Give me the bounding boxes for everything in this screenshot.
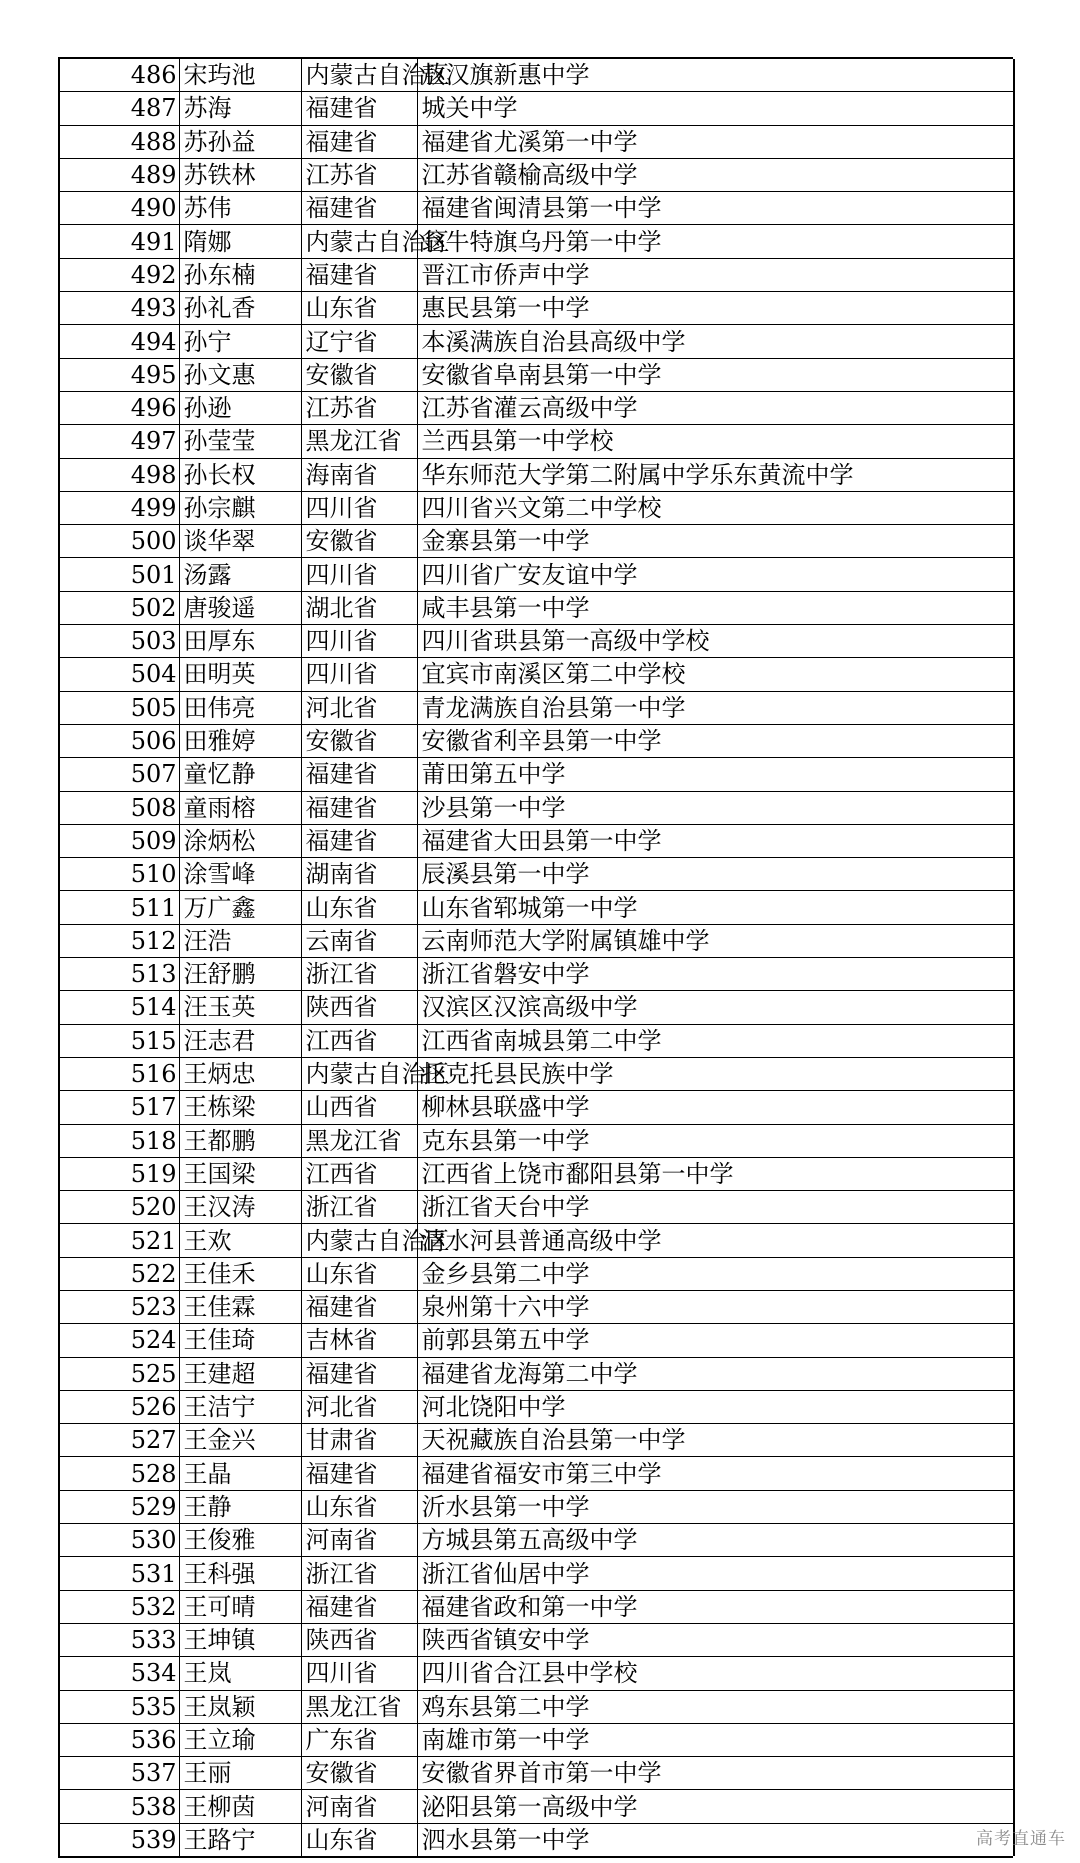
row-number: 523 — [59, 1290, 179, 1323]
row-number: 503 — [59, 625, 179, 658]
province: 山西省 — [301, 1091, 417, 1124]
student-name: 王岚 — [179, 1657, 301, 1690]
school-name: 翁牛特旗乌丹第一中学 — [417, 225, 1014, 258]
province: 江西省 — [301, 1024, 417, 1057]
watermark: 高考直通车 — [976, 1829, 1066, 1849]
row-number: 537 — [59, 1757, 179, 1790]
student-name: 王岚颖 — [179, 1690, 301, 1723]
row-number: 495 — [59, 358, 179, 391]
province: 甘肃省 — [301, 1424, 417, 1457]
school-name: 江苏省赣榆高级中学 — [417, 158, 1014, 191]
student-name: 孙宗麒 — [179, 491, 301, 524]
table-row — [59, 1424, 1014, 1457]
province: 海南省 — [301, 458, 417, 491]
school-name: 云南师范大学附属镇雄中学 — [417, 924, 1014, 957]
student-name: 涂雪峰 — [179, 858, 301, 891]
student-name: 万广鑫 — [179, 891, 301, 924]
row-number: 491 — [59, 225, 179, 258]
table-row — [59, 1024, 1014, 1057]
student-name: 涂炳松 — [179, 824, 301, 857]
school-name: 泌阳县第一高级中学 — [417, 1790, 1014, 1823]
table-row — [59, 691, 1014, 724]
student-name: 汪玉英 — [179, 991, 301, 1024]
province: 浙江省 — [301, 958, 417, 991]
school-name: 福建省尤溪第一中学 — [417, 125, 1014, 158]
school-name: 安徽省利辛县第一中学 — [417, 724, 1014, 757]
table-row — [59, 1790, 1014, 1823]
province: 福建省 — [301, 1457, 417, 1490]
school-name: 汉滨区汉滨高级中学 — [417, 991, 1014, 1024]
province: 河北省 — [301, 691, 417, 724]
student-name: 王静 — [179, 1490, 301, 1523]
row-number: 493 — [59, 292, 179, 325]
table-row — [59, 924, 1014, 957]
student-name: 王佳禾 — [179, 1257, 301, 1290]
school-name: 山东省郓城第一中学 — [417, 891, 1014, 924]
row-number: 502 — [59, 591, 179, 624]
province: 福建省 — [301, 92, 417, 125]
student-name: 王路宁 — [179, 1823, 301, 1856]
student-name: 王可晴 — [179, 1590, 301, 1623]
province: 陕西省 — [301, 991, 417, 1024]
province: 河南省 — [301, 1524, 417, 1557]
row-number: 530 — [59, 1524, 179, 1557]
table-row — [59, 1524, 1014, 1557]
school-name: 沙县第一中学 — [417, 791, 1014, 824]
row-number: 519 — [59, 1157, 179, 1190]
school-name: 天祝藏族自治县第一中学 — [417, 1424, 1014, 1457]
school-name: 托克托县民族中学 — [417, 1057, 1014, 1090]
row-number: 532 — [59, 1590, 179, 1623]
student-name: 汪志君 — [179, 1024, 301, 1057]
province: 黑龙江省 — [301, 425, 417, 458]
table-row — [59, 292, 1014, 325]
student-name: 宋玙池 — [179, 59, 301, 92]
school-name: 辰溪县第一中学 — [417, 858, 1014, 891]
student-name: 王金兴 — [179, 1424, 301, 1457]
province: 湖南省 — [301, 858, 417, 891]
student-name: 王栋梁 — [179, 1091, 301, 1124]
province: 浙江省 — [301, 1191, 417, 1224]
province: 福建省 — [301, 1357, 417, 1390]
row-number: 506 — [59, 724, 179, 757]
row-number: 497 — [59, 425, 179, 458]
table-row — [59, 358, 1014, 391]
table-row — [59, 625, 1014, 658]
province: 河北省 — [301, 1390, 417, 1423]
student-name: 孙莹莹 — [179, 425, 301, 458]
province: 河南省 — [301, 1790, 417, 1823]
table-row — [59, 1557, 1014, 1590]
student-name: 谈华翠 — [179, 525, 301, 558]
school-name: 沂水县第一中学 — [417, 1490, 1014, 1523]
province: 山东省 — [301, 891, 417, 924]
table-row — [59, 325, 1014, 358]
school-name: 华东师范大学第二附属中学乐东黄流中学 — [417, 458, 1014, 491]
school-name: 克东县第一中学 — [417, 1124, 1014, 1157]
school-name: 陕西省镇安中学 — [417, 1623, 1014, 1656]
school-name: 莆田第五中学 — [417, 758, 1014, 791]
student-name: 王佳霖 — [179, 1290, 301, 1323]
province: 安徽省 — [301, 724, 417, 757]
row-number: 500 — [59, 525, 179, 558]
province: 浙江省 — [301, 1557, 417, 1590]
table-row — [59, 1657, 1014, 1690]
province: 广东省 — [301, 1723, 417, 1756]
school-name: 金寨县第一中学 — [417, 525, 1014, 558]
row-number: 522 — [59, 1257, 179, 1290]
table-row — [59, 724, 1014, 757]
row-number: 501 — [59, 558, 179, 591]
row-number: 488 — [59, 125, 179, 158]
province: 福建省 — [301, 125, 417, 158]
table-row — [59, 425, 1014, 458]
school-name: 城关中学 — [417, 92, 1014, 125]
school-name: 福建省龙海第二中学 — [417, 1357, 1014, 1390]
student-name: 王建超 — [179, 1357, 301, 1390]
table-row — [59, 824, 1014, 857]
school-name: 方城县第五高级中学 — [417, 1524, 1014, 1557]
student-name: 孙长权 — [179, 458, 301, 491]
student-name: 田雅婷 — [179, 724, 301, 757]
province: 山东省 — [301, 1823, 417, 1856]
student-name: 王汉涛 — [179, 1191, 301, 1224]
province: 湖北省 — [301, 591, 417, 624]
table-row — [59, 658, 1014, 691]
school-name: 安徽省界首市第一中学 — [417, 1757, 1014, 1790]
table-row — [59, 1757, 1014, 1790]
row-number: 516 — [59, 1057, 179, 1090]
row-number: 494 — [59, 325, 179, 358]
school-name: 福建省政和第一中学 — [417, 1590, 1014, 1623]
school-name: 福建省福安市第三中学 — [417, 1457, 1014, 1490]
school-name: 兰西县第一中学校 — [417, 425, 1014, 458]
table-row — [59, 1490, 1014, 1523]
row-number: 515 — [59, 1024, 179, 1057]
school-name: 鸡东县第二中学 — [417, 1690, 1014, 1723]
school-name: 四川省兴文第二中学校 — [417, 491, 1014, 524]
student-name: 苏海 — [179, 92, 301, 125]
student-name: 苏伟 — [179, 192, 301, 225]
row-number: 538 — [59, 1790, 179, 1823]
row-number: 498 — [59, 458, 179, 491]
table-row — [59, 858, 1014, 891]
student-name: 王科强 — [179, 1557, 301, 1590]
province: 四川省 — [301, 658, 417, 691]
school-name: 本溪满族自治县高级中学 — [417, 325, 1014, 358]
table-row — [59, 391, 1014, 424]
student-name: 孙逊 — [179, 391, 301, 424]
student-name: 孙宁 — [179, 325, 301, 358]
row-number: 529 — [59, 1490, 179, 1523]
province: 福建省 — [301, 758, 417, 791]
table-row — [59, 1157, 1014, 1190]
province: 福建省 — [301, 258, 417, 291]
province: 山东省 — [301, 1257, 417, 1290]
table-row — [59, 558, 1014, 591]
student-name: 孙礼香 — [179, 292, 301, 325]
table-row — [59, 1057, 1014, 1090]
row-number: 489 — [59, 158, 179, 191]
school-name: 宜宾市南溪区第二中学校 — [417, 658, 1014, 691]
student-name: 隋娜 — [179, 225, 301, 258]
row-number: 536 — [59, 1723, 179, 1756]
school-name: 泉州第十六中学 — [417, 1290, 1014, 1323]
table-row — [59, 125, 1014, 158]
province: 江苏省 — [301, 391, 417, 424]
row-number: 518 — [59, 1124, 179, 1157]
table-row — [59, 1124, 1014, 1157]
table-row — [59, 991, 1014, 1024]
row-number: 527 — [59, 1424, 179, 1457]
school-name: 南雄市第一中学 — [417, 1723, 1014, 1756]
school-name: 江西省南城县第二中学 — [417, 1024, 1014, 1057]
row-number: 512 — [59, 924, 179, 957]
school-name: 金乡县第二中学 — [417, 1257, 1014, 1290]
student-name: 童忆静 — [179, 758, 301, 791]
table-row — [59, 1723, 1014, 1756]
student-name: 童雨榕 — [179, 791, 301, 824]
student-name: 王炳忠 — [179, 1057, 301, 1090]
school-name: 江西省上饶市鄱阳县第一中学 — [417, 1157, 1014, 1190]
table-row — [59, 158, 1014, 191]
row-number: 490 — [59, 192, 179, 225]
student-name: 唐骏遥 — [179, 591, 301, 624]
table-row — [59, 1390, 1014, 1423]
row-number: 486 — [59, 59, 179, 92]
table-row — [59, 258, 1014, 291]
province: 安徽省 — [301, 358, 417, 391]
table-row — [59, 1224, 1014, 1257]
row-number: 534 — [59, 1657, 179, 1690]
row-number: 499 — [59, 491, 179, 524]
row-number: 505 — [59, 691, 179, 724]
province: 山东省 — [301, 292, 417, 325]
province: 内蒙古自治区 — [301, 225, 417, 258]
student-name: 王国梁 — [179, 1157, 301, 1190]
row-number: 526 — [59, 1390, 179, 1423]
table-row — [59, 1457, 1014, 1490]
table-row — [59, 758, 1014, 791]
school-name: 敖汉旗新惠中学 — [417, 59, 1014, 92]
province: 福建省 — [301, 1590, 417, 1623]
province: 江西省 — [301, 1157, 417, 1190]
student-name: 孙文惠 — [179, 358, 301, 391]
province: 四川省 — [301, 1657, 417, 1690]
province: 福建省 — [301, 824, 417, 857]
student-name: 田厚东 — [179, 625, 301, 658]
table-row — [59, 1357, 1014, 1390]
table-row — [59, 92, 1014, 125]
row-number: 513 — [59, 958, 179, 991]
table-row — [59, 1257, 1014, 1290]
school-name: 前郭县第五中学 — [417, 1324, 1014, 1357]
student-name: 汪浩 — [179, 924, 301, 957]
school-name: 泗水县第一中学 — [417, 1823, 1014, 1856]
student-name: 王欢 — [179, 1224, 301, 1257]
table-row — [59, 1091, 1014, 1124]
province: 山东省 — [301, 1490, 417, 1523]
row-number: 504 — [59, 658, 179, 691]
row-number: 507 — [59, 758, 179, 791]
school-name: 浙江省天台中学 — [417, 1191, 1014, 1224]
table-row — [59, 458, 1014, 491]
row-number: 511 — [59, 891, 179, 924]
school-name: 四川省合江县中学校 — [417, 1657, 1014, 1690]
table-row — [59, 525, 1014, 558]
row-number: 525 — [59, 1357, 179, 1390]
roster-sheet — [58, 57, 1013, 1858]
school-name: 福建省闽清县第一中学 — [417, 192, 1014, 225]
row-number: 531 — [59, 1557, 179, 1590]
school-name: 河北饶阳中学 — [417, 1390, 1014, 1423]
student-name: 王洁宁 — [179, 1390, 301, 1423]
province: 福建省 — [301, 791, 417, 824]
province: 辽宁省 — [301, 325, 417, 358]
student-name: 王坤镇 — [179, 1623, 301, 1656]
province: 黑龙江省 — [301, 1124, 417, 1157]
table-row — [59, 591, 1014, 624]
table-row — [59, 1690, 1014, 1723]
province: 安徽省 — [301, 1757, 417, 1790]
table-row — [59, 1823, 1014, 1856]
province: 内蒙古自治区 — [301, 1224, 417, 1257]
row-number: 496 — [59, 391, 179, 424]
table-row — [59, 1623, 1014, 1656]
school-name: 江苏省灌云高级中学 — [417, 391, 1014, 424]
school-name: 安徽省阜南县第一中学 — [417, 358, 1014, 391]
student-name: 田明英 — [179, 658, 301, 691]
student-name: 王丽 — [179, 1757, 301, 1790]
school-name: 福建省大田县第一中学 — [417, 824, 1014, 857]
student-name: 王立瑜 — [179, 1723, 301, 1756]
table-row — [59, 1324, 1014, 1357]
school-name: 四川省珙县第一高级中学校 — [417, 625, 1014, 658]
table-row — [59, 1191, 1014, 1224]
province: 内蒙古自治区 — [301, 1057, 417, 1090]
school-name: 青龙满族自治县第一中学 — [417, 691, 1014, 724]
province: 四川省 — [301, 491, 417, 524]
row-number: 492 — [59, 258, 179, 291]
row-number: 509 — [59, 824, 179, 857]
table-row — [59, 225, 1014, 258]
student-name: 孙东楠 — [179, 258, 301, 291]
student-name: 苏铁林 — [179, 158, 301, 191]
row-number: 521 — [59, 1224, 179, 1257]
student-name: 苏孙益 — [179, 125, 301, 158]
row-number: 539 — [59, 1823, 179, 1856]
roster-table — [58, 59, 1015, 1856]
row-number: 510 — [59, 858, 179, 891]
school-name: 四川省广安友谊中学 — [417, 558, 1014, 591]
student-name: 王佳琦 — [179, 1324, 301, 1357]
table-row — [59, 491, 1014, 524]
school-name: 晋江市侨声中学 — [417, 258, 1014, 291]
province: 四川省 — [301, 625, 417, 658]
province: 江苏省 — [301, 158, 417, 191]
table-row — [59, 891, 1014, 924]
row-number: 533 — [59, 1623, 179, 1656]
row-number: 520 — [59, 1191, 179, 1224]
row-number: 487 — [59, 92, 179, 125]
row-number: 524 — [59, 1324, 179, 1357]
roster-table-body — [59, 59, 1014, 1856]
school-name: 浙江省磐安中学 — [417, 958, 1014, 991]
row-number: 517 — [59, 1091, 179, 1124]
province: 四川省 — [301, 558, 417, 591]
student-name: 王都鹏 — [179, 1124, 301, 1157]
student-name: 田伟亮 — [179, 691, 301, 724]
province: 福建省 — [301, 192, 417, 225]
student-name: 汤露 — [179, 558, 301, 591]
province: 福建省 — [301, 1290, 417, 1323]
table-row — [59, 1290, 1014, 1323]
student-name: 王柳茵 — [179, 1790, 301, 1823]
student-name: 王晶 — [179, 1457, 301, 1490]
school-name: 惠民县第一中学 — [417, 292, 1014, 325]
province: 吉林省 — [301, 1324, 417, 1357]
school-name: 咸丰县第一中学 — [417, 591, 1014, 624]
row-number: 535 — [59, 1690, 179, 1723]
student-name: 王俊雅 — [179, 1524, 301, 1557]
table-row — [59, 59, 1014, 92]
student-name: 汪舒鹏 — [179, 958, 301, 991]
table-row — [59, 791, 1014, 824]
province: 安徽省 — [301, 525, 417, 558]
row-number: 508 — [59, 791, 179, 824]
table-row — [59, 958, 1014, 991]
table-row — [59, 1590, 1014, 1623]
province: 内蒙古自治区 — [301, 59, 417, 92]
row-number: 514 — [59, 991, 179, 1024]
province: 黑龙江省 — [301, 1690, 417, 1723]
province: 陕西省 — [301, 1623, 417, 1656]
row-number: 528 — [59, 1457, 179, 1490]
school-name: 柳林县联盛中学 — [417, 1091, 1014, 1124]
school-name: 浙江省仙居中学 — [417, 1557, 1014, 1590]
school-name: 清水河县普通高级中学 — [417, 1224, 1014, 1257]
province: 云南省 — [301, 924, 417, 957]
table-row — [59, 192, 1014, 225]
